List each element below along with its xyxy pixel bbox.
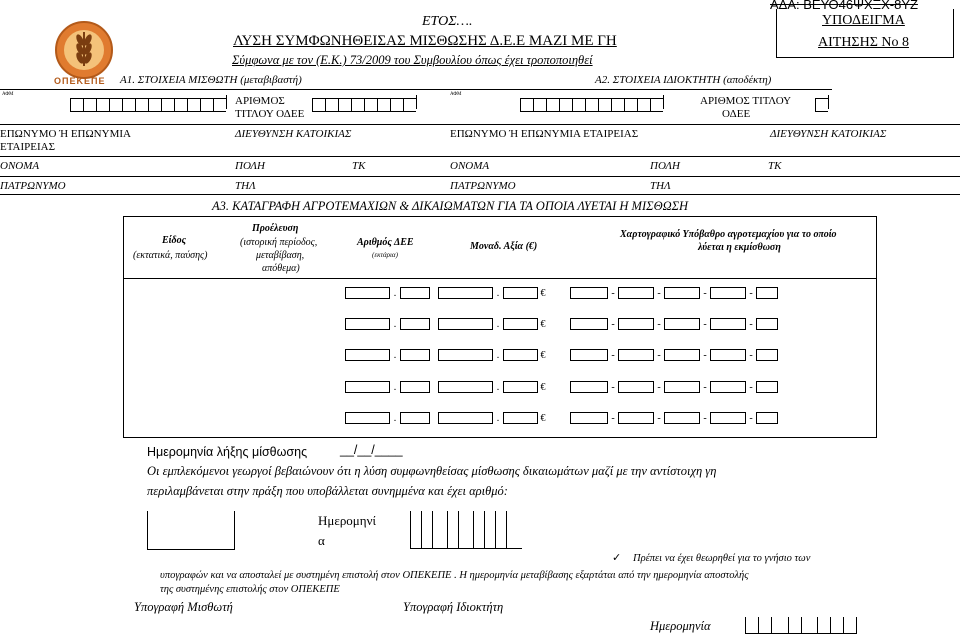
a2-address-label: ΔΙΕΥΘΥΝΣΗ ΚΑΤΟΙΚΙΑΣ (770, 128, 887, 140)
a3-entry-field[interactable] (345, 287, 390, 299)
a3-separator-dash: - (749, 349, 753, 361)
a3-entry-field[interactable] (664, 318, 700, 330)
a3-entry-field[interactable] (503, 412, 538, 424)
a3-separator-dash: - (749, 412, 753, 424)
a3-separator-euro: € (540, 287, 546, 299)
a3-separator-dot: . (393, 349, 397, 361)
form-subtitle: Σύμφωνα με τον (Ε.Κ.) 73/2009 του Συμβουλίου όπως έχει τροποποιηθεί (232, 53, 593, 67)
a3-separator-euro: € (540, 318, 546, 330)
end-date-label: Ημερομηνία λήξης μίσθωσης (147, 445, 308, 459)
a3-entry-field[interactable] (570, 381, 608, 393)
note-line-2: υπογραφών και να αποσταλεί με συστημένη επιστολή στον ΟΠΕΚΕΠΕ . Η ημερομηνία μεταβίβασης εξαρτάται από την ημερομηνία αποστολής (160, 570, 749, 581)
a3-entry-field[interactable] (400, 349, 430, 361)
opekepe-logo (50, 20, 118, 90)
a3-separator-dash: - (657, 318, 661, 330)
a3-separator-dot: . (496, 412, 500, 424)
a3-separator-dot: . (496, 349, 500, 361)
a1-phone-label: ΤΗΛ (235, 180, 256, 192)
sample-label: ΥΠΟΔΕΙΓΜΑ (822, 13, 905, 28)
a3-entry-field[interactable] (400, 381, 430, 393)
a3-separator-dash: - (703, 349, 707, 361)
col-type-label: Είδος (162, 235, 187, 246)
a3-entry-field[interactable] (570, 349, 608, 361)
a2-name-label: ΕΠΩΝΥΜΟ Ή ΕΠΩΝΥΜΙΑ ΕΤΑΙΡΕΙΑΣ (450, 128, 639, 140)
act-number-box[interactable] (147, 511, 235, 550)
a2-afm-boxes[interactable] (520, 93, 664, 111)
a3-entry-field[interactable] (756, 349, 778, 361)
col-type-sub: (εκτατικά, παύσης) (133, 250, 208, 261)
ada-code: ΑΔΑ: ΒΕΥΘ46ΨΧΞΧ-8ΥΖ (770, 0, 918, 12)
logo-text: ΟΠΕΚΕΠΕ (54, 76, 106, 86)
a3-entry-field[interactable] (570, 318, 608, 330)
year-field: ΕΤΟΣ…. (422, 14, 473, 29)
a3-entry-field[interactable] (345, 318, 390, 330)
a1-title-no-label-1: ΑΡΙΘΜΟΣ (235, 95, 285, 107)
a1-title-no-label-2: ΤΙΤΛΟΥ ΟΔΕΕ (235, 108, 305, 120)
a3-entry-field[interactable] (570, 412, 608, 424)
a1-tk-label: ΤΚ (352, 160, 366, 172)
a3-separator-dot: . (393, 381, 397, 393)
a3-separator-dot: . (496, 318, 500, 330)
a3-entry-field[interactable] (710, 412, 746, 424)
note-line-1: Πρέπει να έχει θεωρηθεί για το γνήσιο των (633, 553, 811, 564)
col-origin-sub-1: (ιστορική περίοδος, (240, 237, 318, 248)
a3-entry-row[interactable] (345, 315, 778, 330)
a1-city-label: ΠΟΛΗ (235, 160, 265, 172)
a3-entry-field[interactable] (618, 318, 654, 330)
a1-title-no-boxes[interactable] (312, 93, 417, 111)
col-origin-sub-2: μεταβίβαση, (256, 250, 305, 261)
a3-entry-field[interactable] (345, 412, 390, 424)
a3-separator-dot: . (393, 412, 397, 424)
a3-separator-euro: € (540, 412, 546, 424)
a1-first-name-label: ΟΝΟΜΑ (0, 160, 40, 172)
a3-entry-row[interactable] (345, 284, 778, 299)
a2-title-no-label-1: ΑΡΙΘΜΟΣ ΤΙΤΛΟΥ (700, 95, 792, 107)
bottom-date-boxes[interactable] (745, 617, 857, 634)
a3-separator-dot: . (496, 381, 500, 393)
application-number: ΑΙΤΗΣΗΣ Νο 8 (818, 35, 909, 50)
a3-separator-dash: - (611, 287, 615, 299)
a3-separator-dash: - (749, 318, 753, 330)
a3-entry-field[interactable] (618, 287, 654, 299)
col-origin-sub-3: απόθεμα) (262, 263, 300, 274)
end-date-value[interactable]: __/__/____ (340, 443, 403, 457)
a1-afm-boxes[interactable] (70, 93, 227, 111)
bottom-date-label: Ημερομηνία (650, 619, 711, 633)
a3-entry-field[interactable] (756, 287, 778, 299)
statement-line-2: περιλαμβάνεται στην πράξη που υποβάλλεται συνημμένα και έχει αριθμό: (147, 484, 508, 498)
a3-separator-dash: - (703, 381, 707, 393)
a3-entry-field[interactable] (400, 412, 430, 424)
a1-father-label: ΠΑΤΡΩΝΥΜΟ (0, 180, 66, 192)
a3-entry-field[interactable] (570, 287, 608, 299)
col-origin-label: Προέλευση (252, 223, 299, 234)
signature-owner-label: Υπογραφή Ιδιοκτήτη (403, 600, 504, 614)
a3-entry-field[interactable] (664, 287, 700, 299)
a3-separator-dash: - (657, 287, 661, 299)
section-a3-title: Α3. ΚΑΤΑΓΡΑΦΗ ΑΓΡΟΤΕΜΑΧΙΩΝ & ΔΙΚΑΙΩΜΑΤΩΝ ΓΙΑ ΤΑ ΟΠΟΙΑ ΛΥΕΤΑΙ Η ΜΙΣΘΩΣΗ (212, 199, 689, 213)
col-map-label-1: Χαρτογραφικό Υπόβαθρο αγροτεμαχίου για το οποίο (620, 229, 837, 240)
a3-separator-dash: - (611, 381, 615, 393)
a3-separator-dash: - (703, 287, 707, 299)
a3-separator-dot: . (496, 287, 500, 299)
a3-entry-field[interactable] (710, 318, 746, 330)
a3-separator-dot: . (393, 318, 397, 330)
a3-entry-field[interactable] (400, 318, 430, 330)
statement-line-1: Οι εμπλεκόμενοι γεωργοί βεβαιώνουν ότι η λύση συμφωνηθείσας μίσθωσης δικαιωμάτων μαζί με την αντίστοιχη γη (147, 464, 717, 478)
a2-first-name-label: ΟΝΟΜΑ (450, 160, 490, 172)
a3-entry-field[interactable] (438, 318, 493, 330)
date-label-2: α (318, 533, 325, 548)
col-count-label: Αριθμός ΔΕΕ (357, 237, 414, 248)
a1-afm-label: ΑΦΜ (2, 92, 14, 97)
a3-entry-field[interactable] (756, 381, 778, 393)
a3-entry-row[interactable] (345, 346, 778, 361)
a3-entry-field[interactable] (664, 412, 700, 424)
a3-entry-field[interactable] (618, 412, 654, 424)
a2-title-no-boxes[interactable] (815, 93, 829, 111)
a3-entry-field[interactable] (345, 349, 390, 361)
a3-entry-field[interactable] (503, 287, 538, 299)
a3-separator-dash: - (611, 412, 615, 424)
a2-afm-label: ΑΦΜ (450, 92, 462, 97)
a3-entry-field[interactable] (756, 412, 778, 424)
a3-entry-field[interactable] (400, 287, 430, 299)
a3-separator-euro: € (540, 381, 546, 393)
a3-entry-field[interactable] (664, 381, 700, 393)
col-map-label-2: λύεται η εκμίσθωση (698, 242, 781, 253)
a3-separator-dash: - (703, 412, 707, 424)
col-value-label: Μοναδ. Αξία (€) (470, 241, 538, 252)
a3-separator-dash: - (611, 318, 615, 330)
section-a2-title: Α2. ΣΤΟΙΧΕΙΑ ΙΔΙΟΚΤΗΤΗ (αποδέκτη) (595, 74, 772, 86)
a1-name-label-1: ΕΠΩΝΥΜΟ Ή ΕΠΩΝΥΜΙΑ (0, 128, 131, 140)
a3-entry-field[interactable] (618, 349, 654, 361)
date-label-1: Ημερομηνί (318, 513, 376, 528)
a3-entry-field[interactable] (345, 381, 390, 393)
a3-entry-field[interactable] (664, 349, 700, 361)
note-line-3: της συστημένης επιστολής στον ΟΠΕΚΕΠΕ (160, 584, 340, 595)
a3-entry-row[interactable] (345, 378, 778, 393)
a3-entry-row[interactable] (345, 409, 778, 424)
a3-entry-field[interactable] (710, 381, 746, 393)
a3-entry-field[interactable] (710, 287, 746, 299)
a3-entry-field[interactable] (503, 381, 538, 393)
a3-entry-field[interactable] (710, 349, 746, 361)
a3-separator-dash: - (657, 349, 661, 361)
a2-title-no-label-2: ΟΔΕΕ (722, 108, 751, 120)
a2-tk-label: ΤΚ (768, 160, 782, 172)
check-icon: ✓ (612, 552, 622, 564)
a3-entry-field[interactable] (438, 349, 493, 361)
a3-entry-field[interactable] (438, 412, 493, 424)
a3-entry-field[interactable] (503, 349, 538, 361)
a3-separator-euro: € (540, 349, 546, 361)
a3-separator-dash: - (703, 318, 707, 330)
a1-address-label: ΔΙΕΥΘΥΝΣΗ ΚΑΤΟΙΚΙΑΣ (235, 128, 352, 140)
a3-separator-dash: - (657, 381, 661, 393)
a3-entry-field[interactable] (618, 381, 654, 393)
a3-separator-dash: - (749, 381, 753, 393)
a3-entry-field[interactable] (503, 318, 538, 330)
form-title: ΛΥΣΗ ΣΥΜΦΩΝΗΘΕΙΣΑΣ ΜΙΣΘΩΣΗΣ Δ.Ε.Ε ΜΑΖΙ ΜΕ ΓΗ (233, 33, 617, 49)
col-count-sub: (εκτάρια) (372, 251, 398, 259)
a2-father-label: ΠΑΤΡΩΝΥΜΟ (450, 180, 516, 192)
a3-entry-field[interactable] (438, 381, 493, 393)
a2-phone-label: ΤΗΛ (650, 180, 671, 192)
a3-separator-dash: - (657, 412, 661, 424)
signature-tenant-label: Υπογραφή Μισθωτή (134, 600, 233, 614)
a3-entry-field[interactable] (438, 287, 493, 299)
a3-separator-dash: - (611, 349, 615, 361)
date-boxes[interactable] (410, 511, 522, 549)
a3-entry-field[interactable] (756, 318, 778, 330)
section-a1-title: Α1. ΣΤΟΙΧΕΙΑ ΜΙΣΘΩΤΗ (μεταβιβαστή) (120, 74, 302, 86)
a3-separator-dash: - (749, 287, 753, 299)
a3-separator-dot: . (393, 287, 397, 299)
a2-city-label: ΠΟΛΗ (650, 160, 680, 172)
a1-name-label-2: ΕΤΑΙΡΕΙΑΣ (0, 141, 56, 153)
